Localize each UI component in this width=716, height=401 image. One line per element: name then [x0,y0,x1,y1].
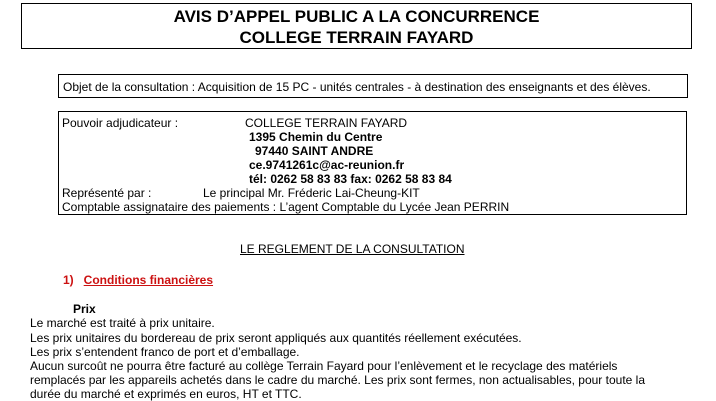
section-number: 1) [63,273,74,287]
prix-line-2: Les prix unitaires du bordereau de prix seront appliqués aux quantités réellement exécutées. [30,331,522,345]
reglement-title: LE REGLEMENT DE LA CONSULTATION [240,242,465,256]
document-subtitle: COLLEGE TERRAIN FAYARD [239,28,474,47]
document-title: AVIS D’APPEL PUBLIC A LA CONCURRENCE [173,7,540,26]
pouvoir-email: ce.9741261c@ac-reunion.fr [249,158,405,172]
prix-line-3: Les prix s’entendent franco de port et d’emballage. [30,345,300,359]
title-box [21,3,692,49]
represente-value: Le principal Mr. Fréderic Lai-Cheung-KIT [203,186,420,200]
pouvoir-box [58,111,687,215]
prix-heading: Prix [73,302,96,316]
prix-line-6: durée du marché et exprimés en euros, HT et TTC. [30,387,302,401]
pouvoir-address1: 1395 Chemin du Centre [249,130,383,144]
comptable-text: Comptable assignataire des paiements : L’agent Comptable du Lycée Jean PERRIN [62,200,510,214]
pouvoir-label: Pouvoir adjudicateur : [62,116,179,130]
section-title: Conditions financières [83,273,214,287]
represente-label: Représenté par : [62,186,152,200]
prix-line-1: Le marché est traité à prix unitaire. [30,316,215,330]
pouvoir-address2: 97440 SAINT ANDRE [255,144,374,158]
objet-box [58,74,688,98]
pouvoir-name: COLLEGE TERRAIN FAYARD [245,116,408,130]
section-heading [63,273,213,287]
pouvoir-phones: tél: 0262 58 83 83 fax: 0262 58 83 84 [249,172,452,186]
prix-line-4: Aucun surcoût ne pourra être facturé au collège Terrain Fayard pour l’enlèvement et le recyclage des matériels [30,359,618,373]
objet-text: Objet de la consultation : Acquisition de 15 PC - unités centrales - à destination des enseignants et des élèves. [63,80,651,94]
prix-line-5: remplacés par les appareils achetés dans le cadre du marché. Les prix sont fermes, non actualisables, pour toute la [30,373,645,387]
